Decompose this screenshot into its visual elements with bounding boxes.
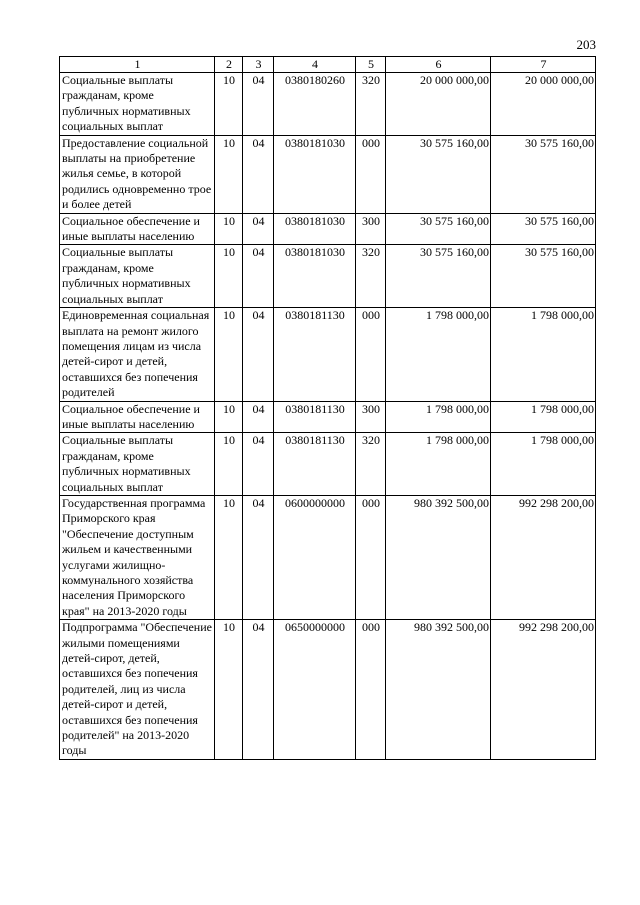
row-amount-year-2: 1 798 000,00 <box>491 308 596 401</box>
table-header <box>60 57 596 73</box>
row-amount-year-2: 30 575 160,00 <box>491 135 596 213</box>
row-target-article: 0380181030 <box>274 213 356 245</box>
column-header-section: 2 <box>215 57 243 73</box>
row-expense-type: 000 <box>356 620 386 760</box>
row-subsection: 04 <box>243 73 274 136</box>
row-expense-type: 300 <box>356 401 386 433</box>
table-row <box>60 433 596 496</box>
row-target-article: 0380181030 <box>274 135 356 213</box>
row-expense-type: 000 <box>356 308 386 401</box>
row-name: Подпрограмма "Обеспечение жилыми помещениями детей-сирот, детей, оставшихся без попечения родителей, лиц из числа детей-сирот и детей, оставшихся без попечения родителей" на 2013-2020 годы <box>60 620 215 760</box>
table-row <box>60 401 596 433</box>
row-amount-year-2: 1 798 000,00 <box>491 433 596 496</box>
row-amount-year-1: 30 575 160,00 <box>386 245 491 308</box>
row-name: Социальное обеспечение и иные выплаты населению <box>60 213 215 245</box>
row-section: 10 <box>215 245 243 308</box>
row-name: Единовременная социальная выплата на ремонт жилого помещения лицам из числа детей-сирот и детей, оставшихся без попечения родителей <box>60 308 215 401</box>
row-expense-type: 320 <box>356 245 386 308</box>
row-amount-year-2: 30 575 160,00 <box>491 213 596 245</box>
row-section: 10 <box>215 213 243 245</box>
column-header-amount-year-1: 6 <box>386 57 491 73</box>
row-name: Государственная программа Приморского края "Обеспечение доступным жильем и качественными услугами жилищно-коммунального хозяйства населения Приморского края" на 2013-2020 годы <box>60 495 215 619</box>
row-name: Социальное обеспечение и иные выплаты населению <box>60 401 215 433</box>
row-name: Предоставление социальной выплаты на приобретение жилья семье, в которой родились одновременно трое и более детей <box>60 135 215 213</box>
row-amount-year-1: 1 798 000,00 <box>386 308 491 401</box>
row-section: 10 <box>215 620 243 760</box>
row-subsection: 04 <box>243 135 274 213</box>
table-row <box>60 620 596 760</box>
row-subsection: 04 <box>243 433 274 496</box>
row-subsection: 04 <box>243 308 274 401</box>
table-row <box>60 308 596 401</box>
row-expense-type: 000 <box>356 135 386 213</box>
table-row <box>60 73 596 136</box>
column-header-amount-year-2: 7 <box>491 57 596 73</box>
row-expense-type: 300 <box>356 213 386 245</box>
table-row <box>60 245 596 308</box>
row-section: 10 <box>215 433 243 496</box>
column-header-subsection: 3 <box>243 57 274 73</box>
row-name: Социальные выплаты гражданам, кроме публичных нормативных социальных выплат <box>60 433 215 496</box>
row-subsection: 04 <box>243 620 274 760</box>
row-subsection: 04 <box>243 495 274 619</box>
row-section: 10 <box>215 135 243 213</box>
row-section: 10 <box>215 401 243 433</box>
row-amount-year-1: 30 575 160,00 <box>386 213 491 245</box>
row-name: Социальные выплаты гражданам, кроме публичных нормативных социальных выплат <box>60 245 215 308</box>
row-target-article: 0380181130 <box>274 401 356 433</box>
row-expense-type: 320 <box>356 433 386 496</box>
row-amount-year-2: 20 000 000,00 <box>491 73 596 136</box>
row-section: 10 <box>215 73 243 136</box>
row-section: 10 <box>215 495 243 619</box>
row-target-article: 0380181130 <box>274 308 356 401</box>
row-expense-type: 000 <box>356 495 386 619</box>
row-amount-year-1: 20 000 000,00 <box>386 73 491 136</box>
row-amount-year-1: 980 392 500,00 <box>386 620 491 760</box>
row-target-article: 0600000000 <box>274 495 356 619</box>
row-section: 10 <box>215 308 243 401</box>
row-amount-year-2: 1 798 000,00 <box>491 401 596 433</box>
column-header-target-article: 4 <box>274 57 356 73</box>
column-header-expense-type: 5 <box>356 57 386 73</box>
row-amount-year-1: 1 798 000,00 <box>386 433 491 496</box>
table-body <box>60 73 596 760</box>
row-target-article: 0380180260 <box>274 73 356 136</box>
row-target-article: 0380181030 <box>274 245 356 308</box>
row-amount-year-1: 980 392 500,00 <box>386 495 491 619</box>
row-subsection: 04 <box>243 401 274 433</box>
row-subsection: 04 <box>243 245 274 308</box>
row-name: Социальные выплаты гражданам, кроме публичных нормативных социальных выплат <box>60 73 215 136</box>
row-expense-type: 320 <box>356 73 386 136</box>
table-row <box>60 495 596 619</box>
header-row <box>60 57 596 73</box>
budget-table <box>59 56 596 760</box>
row-amount-year-1: 30 575 160,00 <box>386 135 491 213</box>
row-amount-year-1: 1 798 000,00 <box>386 401 491 433</box>
page-number: 203 <box>576 37 596 52</box>
row-target-article: 0650000000 <box>274 620 356 760</box>
row-amount-year-2: 992 298 200,00 <box>491 620 596 760</box>
row-subsection: 04 <box>243 213 274 245</box>
row-amount-year-2: 30 575 160,00 <box>491 245 596 308</box>
table-row <box>60 135 596 213</box>
column-header-name: 1 <box>60 57 215 73</box>
row-amount-year-2: 992 298 200,00 <box>491 495 596 619</box>
row-target-article: 0380181130 <box>274 433 356 496</box>
table-row <box>60 213 596 245</box>
